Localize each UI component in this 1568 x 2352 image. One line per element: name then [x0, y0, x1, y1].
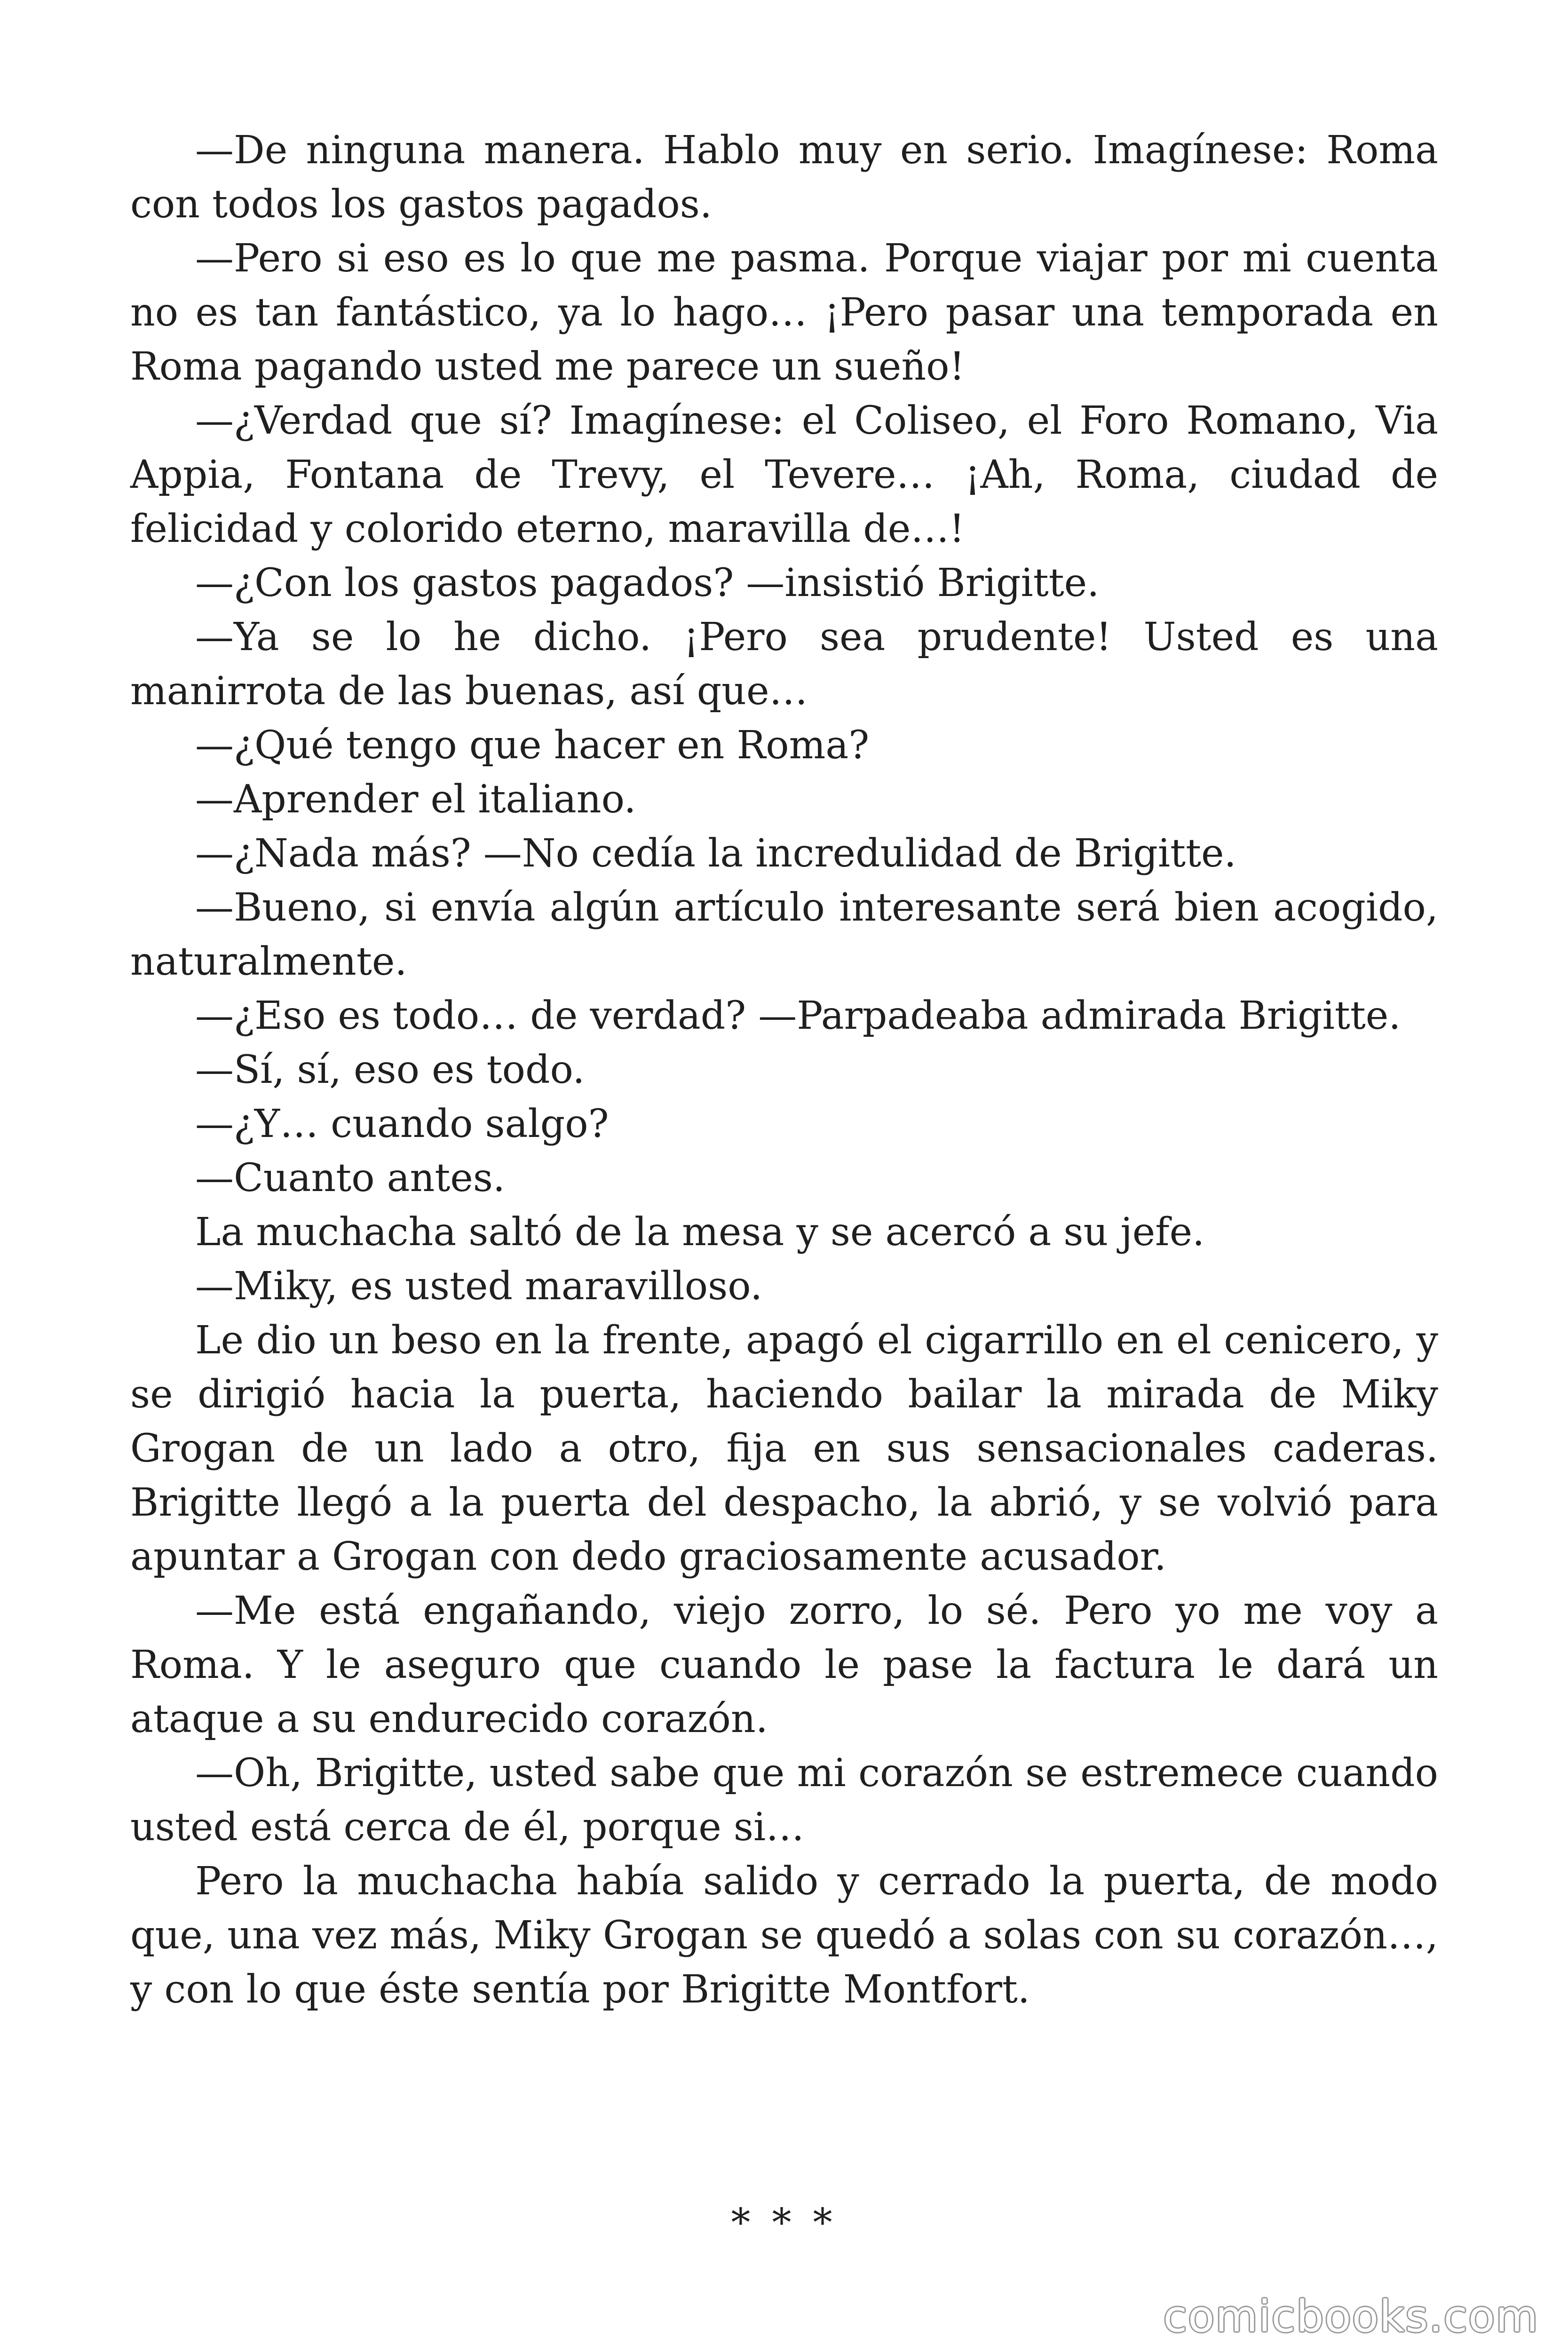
paragraph: —¿Eso es todo… de verdad? —Parpadeaba admirada Brigitte. [195, 993, 1401, 1038]
paragraph: —Bueno, si envía algún artículo interesante será bien acogido, naturalmente. [130, 885, 1438, 984]
paragraph: —¿Nada más? —No cedía la incredulidad de Brigitte. [195, 831, 1236, 876]
paragraph: —Ya se lo he dicho. ¡Pero sea prudente! Usted es una manirrota de las buenas, así que… [130, 615, 1438, 714]
body-text [130, 123, 1438, 2017]
paragraph: —Miky, es usted maravilloso. [195, 1264, 763, 1309]
paragraph: —¿Con los gastos pagados? —insistió Brigitte. [195, 561, 1100, 605]
paragraph: —Pero si eso es lo que me pasma. Porque viajar por mi cuenta no es tan fantástico, ya lo hago… ¡Pero pasar una temporada en Roma pagando usted me parece un sueño! [130, 236, 1438, 389]
paragraph: Le dio un beso en la frente, apagó el cigarrillo en el cenicero, y se dirigió hacia la puerta, haciendo bailar la mirada de Miky Grogan de un lado a otro, fija en sus sensacionales caderas. Brigitte llegó a la puerta del despacho, la abrió, y se volvió para apuntar a Grogan con dedo graciosamente acusador. [130, 1318, 1438, 1579]
paragraph: —¿Y… cuando salgo? [195, 1102, 609, 1146]
paragraph: —Sí, sí, eso es todo. [195, 1048, 585, 1092]
paragraph: —Cuanto antes. [195, 1156, 505, 1200]
paragraph: —De ninguna manera. Hablo muy en serio. Imagínese: Roma con todos los gastos pagados. [130, 128, 1438, 227]
paragraph: —Aprender el italiano. [195, 777, 636, 822]
paragraph: —Oh, Brigitte, usted sabe que mi corazón se estremece cuando usted está cerca de él, porque si… [130, 1751, 1438, 1850]
paragraph: La muchacha saltó de la mesa y se acercó a su jefe. [195, 1210, 1205, 1255]
paragraph: —¿Qué tengo que hacer en Roma? [195, 723, 870, 768]
section-separator: * * * [731, 2201, 837, 2245]
paragraph: —Me está engañando, viejo zorro, lo sé. Pero yo me voy a Roma. Y le aseguro que cuando le pase la factura le dará un ataque a su endurecido corazón. [130, 1589, 1438, 1741]
paragraph: —¿Verdad que sí? Imagínese: el Coliseo, el Foro Romano, Via Appia, Fontana de Trevy, el Tevere… ¡Ah, Roma, ciudad de felicidad y colorido eterno, maravilla de…! [130, 398, 1438, 551]
paragraph: Pero la muchacha había salido y cerrado la puerta, de modo que, una vez más, Miky Grogan se quedó a solas con su corazón…, y con lo que éste sentía por Brigitte Montfort. [130, 1859, 1438, 2012]
watermark: comicbooks.com [1163, 2291, 1539, 2342]
